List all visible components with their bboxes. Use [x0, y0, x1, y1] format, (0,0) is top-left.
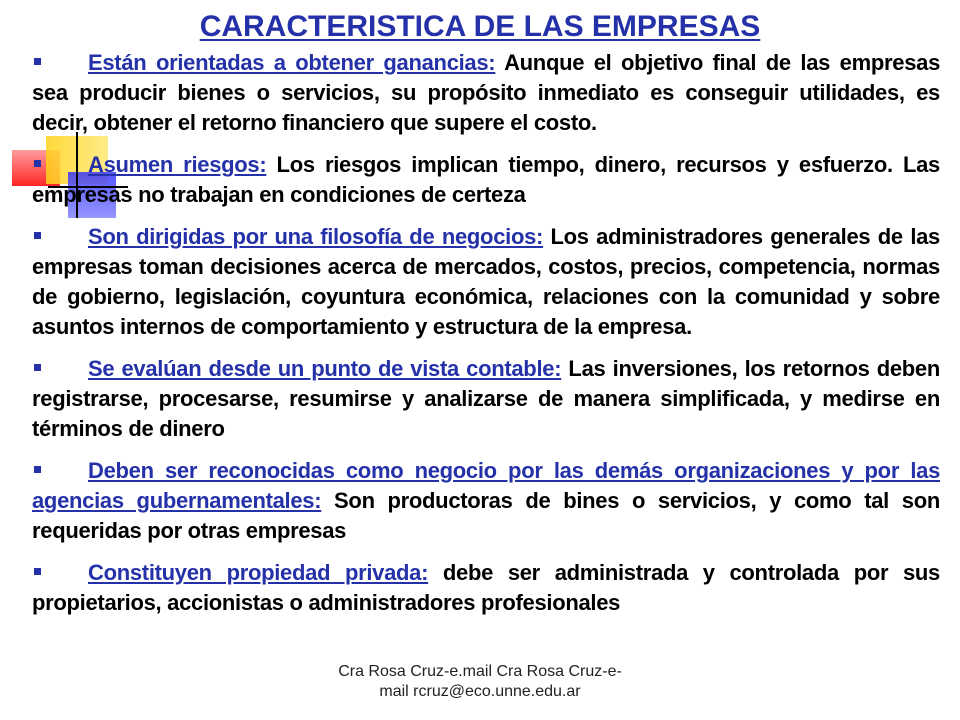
bullet-text: Aunque el objetivo final de las empresas sea producir bienes o servicios, su propósito inmediato es conseguir utilidades, es decir, obtener el retorno financiero que supere el costo. [32, 50, 941, 135]
bullet-text: debe ser administrada y controlada por sus propietarios, accionistas o administradores profesionales [32, 560, 940, 615]
bullet-item [32, 456, 940, 546]
square-bullet-icon [34, 364, 41, 371]
bullet-item [32, 222, 940, 342]
slide-title [0, 10, 960, 44]
footer-line-1: Cra Rosa Cruz-e.mail Cra Rosa Cruz-e- [338, 663, 622, 680]
bullet-item [32, 48, 940, 138]
bullet-list [32, 48, 940, 630]
square-bullet-icon [34, 160, 41, 167]
bullet-lead: Están orientadas a obtener ganancias: [88, 50, 496, 75]
bullet-text: Los riesgos implican tiempo, dinero, recursos y esfuerzo. Las empresas no trabajan en condiciones de certeza [32, 152, 940, 207]
bullet-lead: Asumen riesgos: [88, 152, 267, 177]
bullet-item [32, 150, 940, 210]
square-bullet-icon [34, 568, 41, 575]
square-bullet-icon [34, 232, 41, 239]
bullet-text: Las inversiones, los retornos deben registrarse, procesarse, resumirse y analizarse de manera simplificada, y medirse en términos de dinero [32, 356, 940, 441]
slide-footer [0, 662, 960, 702]
bullet-text: Los administradores generales de las empresas toman decisiones acerca de mercados, costos, precios, competencia, normas de gobierno, legislación, coyuntura económica, relaciones con la comunidad y sobre asuntos internos de comportamiento y estructura de la empresa. [32, 224, 940, 339]
square-bullet-icon [34, 466, 41, 473]
bullet-item [32, 354, 940, 444]
bullet-lead: Deben ser reconocidas como negocio por las demás organizaciones y por las agencias gubernamentales: [32, 458, 940, 513]
bullet-text: Son productoras de bines o servicios, y como tal son requeridas por otras empresas [32, 488, 940, 543]
bullet-lead: Constituyen propiedad privada: [88, 560, 429, 585]
square-bullet-icon [34, 58, 41, 65]
slide-title-text: CARACTERISTICA DE LAS EMPRESAS [199, 10, 761, 43]
bullet-lead: Son dirigidas por una filosofía de negocios: [88, 224, 544, 249]
footer-line-2: mail rcruz@eco.unne.edu.ar [379, 683, 581, 700]
bullet-item [32, 558, 940, 618]
bullet-lead: Se evalúan desde un punto de vista contable: [88, 356, 562, 381]
